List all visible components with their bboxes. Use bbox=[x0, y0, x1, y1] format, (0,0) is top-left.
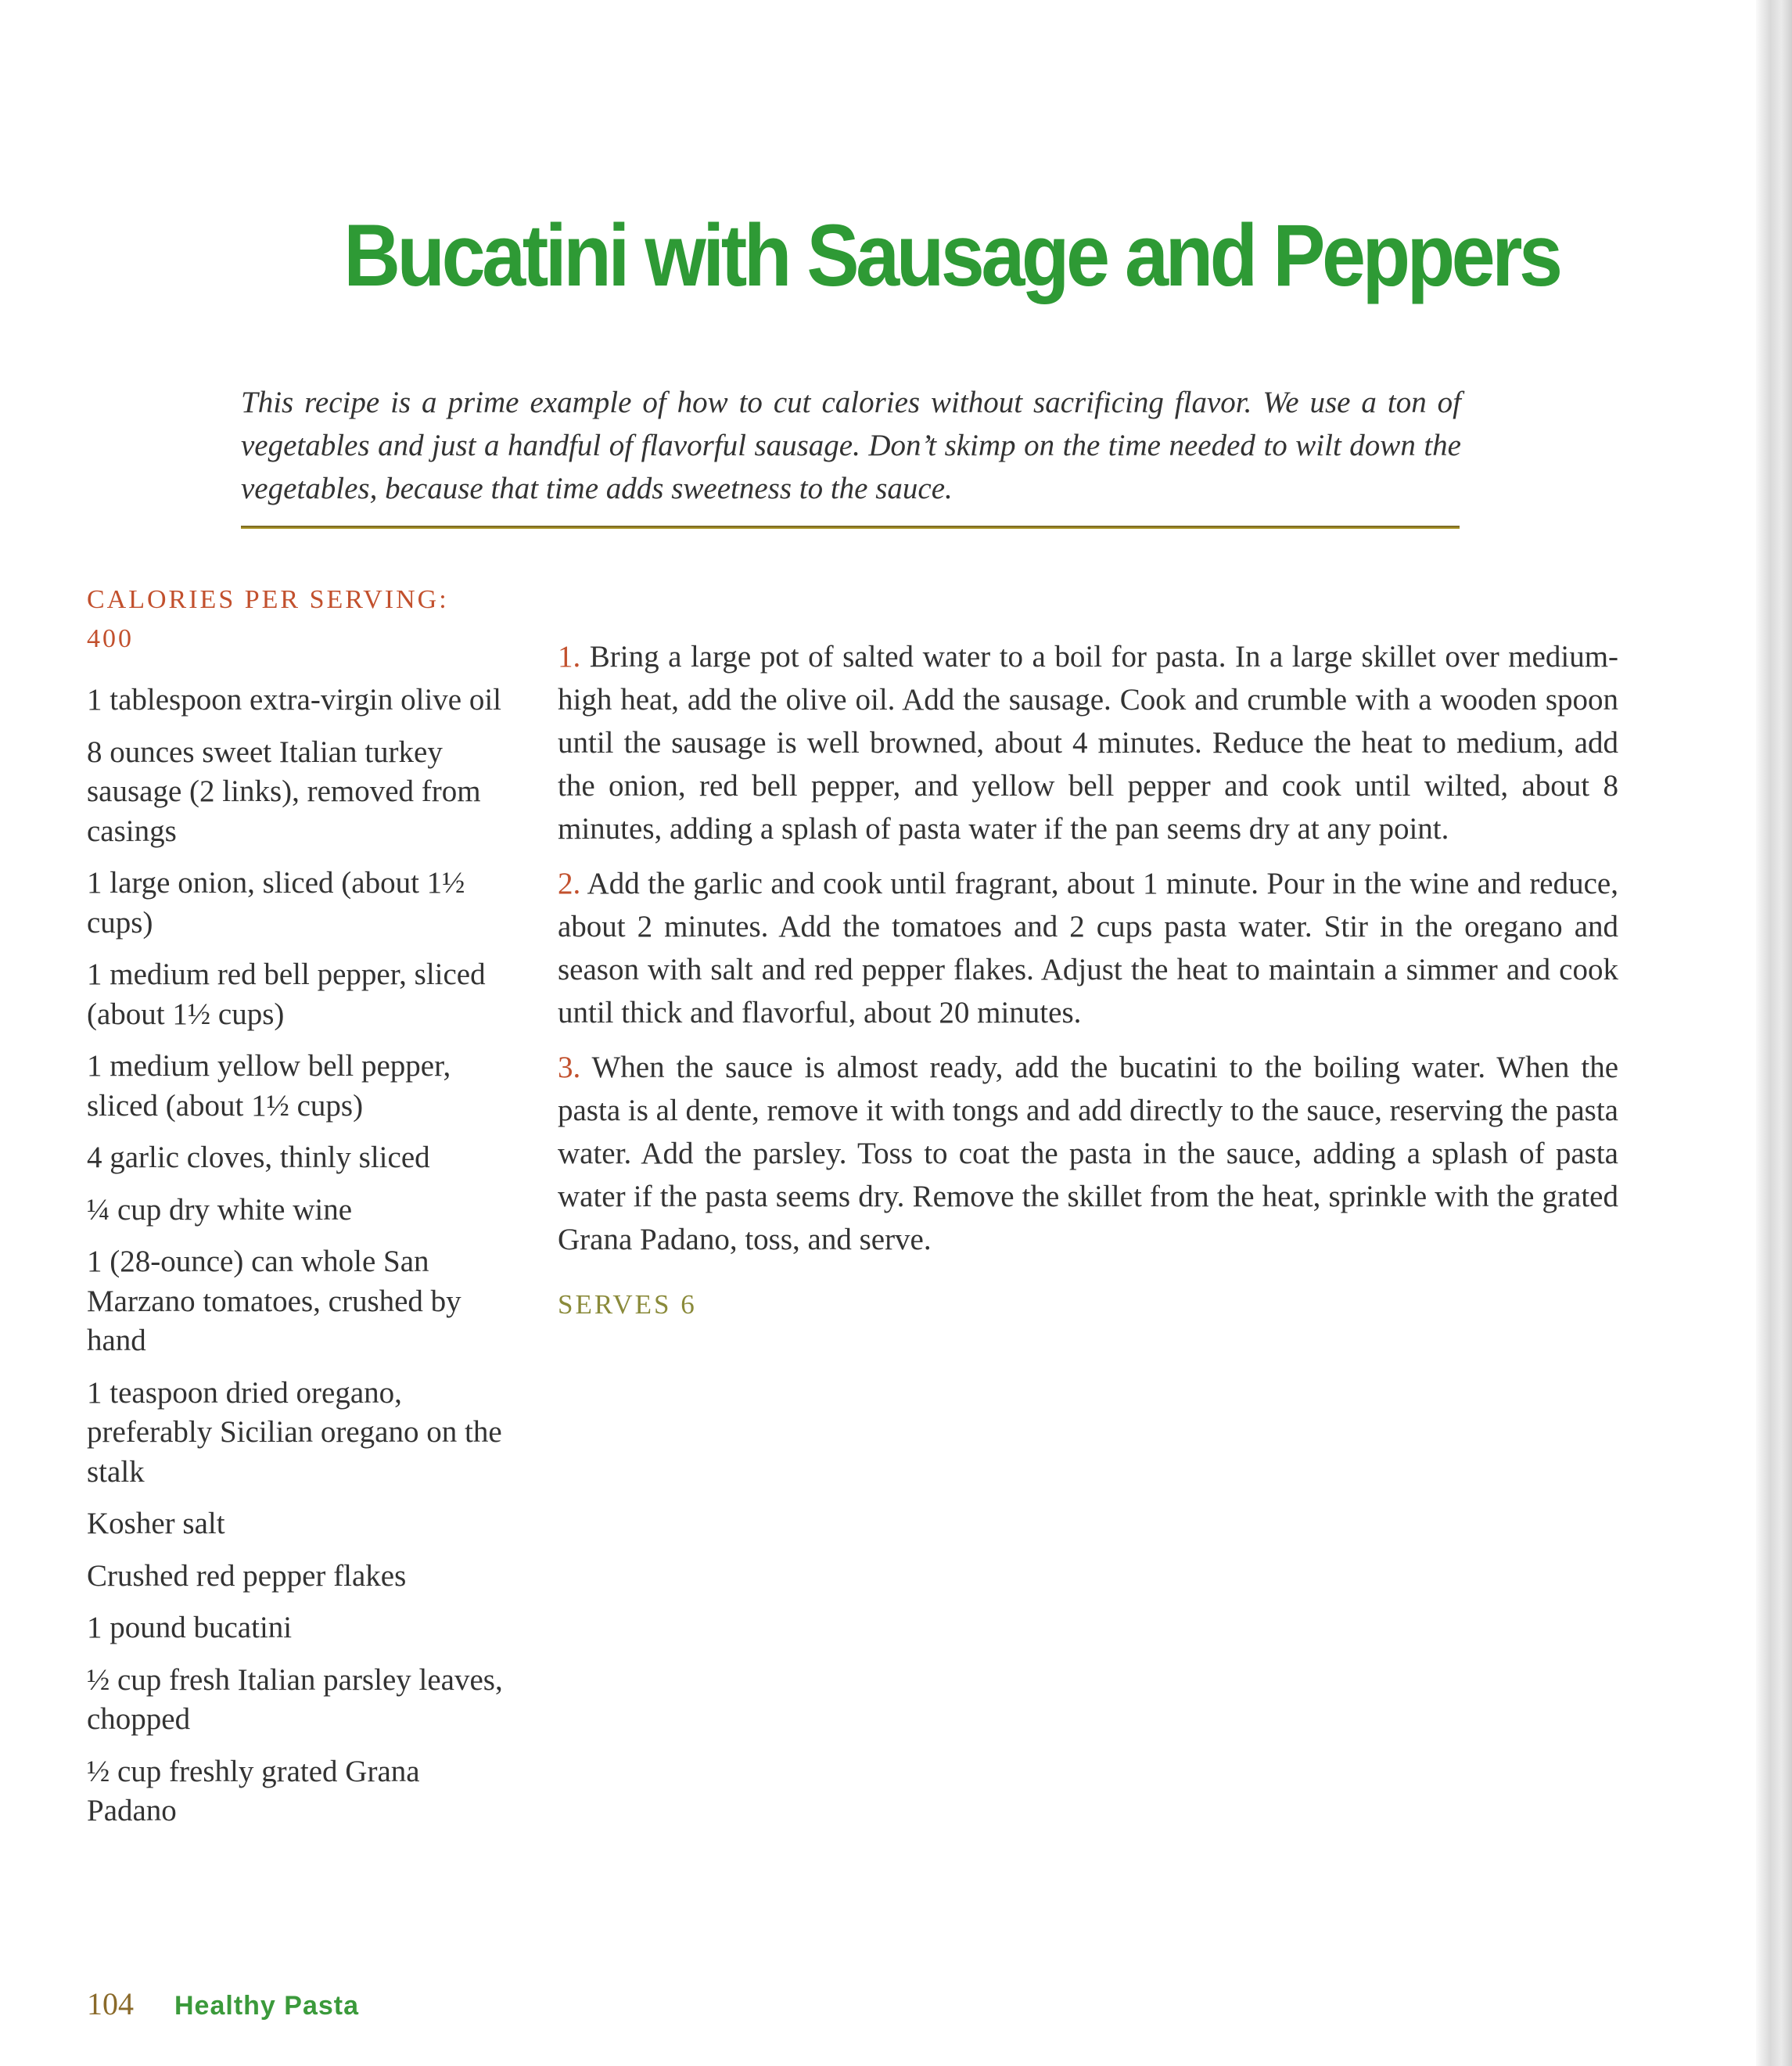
ingredient-item: 1 teaspoon dried oregano, preferably Sicilian oregano on the stalk bbox=[87, 1375, 502, 1489]
step-number: 1. bbox=[558, 640, 581, 674]
section-name: Healthy Pasta bbox=[174, 1991, 359, 2021]
divider-rule bbox=[241, 526, 1460, 529]
step-text: Add the garlic and cook until fragrant, about 1 minute. Pour in the wine and reduce, about 2 minutes. Add the tomatoes and 2 cups pasta water. Stir in the oregano and season with salt and red pepper flakes. Adjust the heat to maintain a simmer and cook until thick and flavorful, about 20 minutes. bbox=[558, 867, 1618, 1029]
method-steps bbox=[558, 635, 1618, 1326]
step-number: 2. bbox=[558, 867, 581, 900]
calories-label: CALORIES PER SERVING: bbox=[87, 585, 449, 614]
ingredient-item: Crushed red pepper flakes bbox=[87, 1558, 407, 1593]
page-gutter-shadow bbox=[1756, 0, 1792, 2066]
page-number: 104 bbox=[87, 1986, 134, 2021]
ingredient-item: ½ cup freshly grated Grana Padano bbox=[87, 1754, 420, 1827]
ingredient-item: ½ cup fresh Italian parsley leaves, chopped bbox=[87, 1662, 503, 1736]
ingredient-item: 8 ounces sweet Italian turkey sausage (2 links), removed from casings bbox=[87, 735, 481, 848]
recipe-title: Bucatini with Sausage and Peppers bbox=[343, 207, 1560, 304]
calories-block bbox=[87, 580, 449, 659]
ingredient-list bbox=[87, 681, 509, 1844]
step-1 bbox=[558, 635, 1618, 850]
page-footer bbox=[87, 1985, 359, 2022]
step-text: When the sauce is almost ready, add the bucatini to the boiling water. When the pasta is al dente, remove it with tongs and add directly to the sauce, reserving the pasta water. Add the parsley. Toss to coat the pasta in the sauce, adding a splash of pasta water if the pasta seems dry. Remove the skillet from the heat, sprinkle with the grated Grana Padano, toss, and serve. bbox=[558, 1051, 1619, 1256]
ingredient-item: 1 medium yellow bell pepper, sliced (about 1½ cups) bbox=[87, 1049, 451, 1123]
step-number: 3. bbox=[558, 1051, 581, 1084]
step-text: Bring a large pot of salted water to a boil for pasta. In a large skillet over medium-high heat, add the olive oil. Add the sausage. Cook and crumble with a wooden spoon until the sausage is well browned, about 4 minutes. Reduce the heat to medium, add the onion, red bell pepper, and yellow bell pepper and cook until wilted, about 8 minutes, adding a splash of pasta water if the pan seems dry at any point. bbox=[558, 640, 1619, 846]
ingredient-item: 1 tablespoon extra-virgin olive oil bbox=[87, 683, 502, 717]
calories-value: 400 bbox=[87, 624, 134, 653]
serves-label: SERVES 6 bbox=[558, 1289, 697, 1320]
ingredient-item: Kosher salt bbox=[87, 1507, 225, 1540]
ingredient-item: 1 large onion, sliced (about 1½ cups) bbox=[87, 866, 465, 940]
ingredient-item: 1 medium red bell pepper, sliced (about 1½ cups) bbox=[87, 958, 486, 1031]
recipe-intro: This recipe is a prime example of how to cut calories without sacrificing flavor. We use a ton of vegetables and just a handful of flavorful sausage. Don’t skimp on the time needed to wilt down the vegetables, because that time adds sweetness to the sauce. bbox=[241, 386, 1461, 505]
step-3 bbox=[558, 1046, 1618, 1261]
ingredient-item: 1 pound bucatini bbox=[87, 1611, 293, 1644]
ingredient-item: 1 (28-ounce) can whole San Marzano tomatoes, crushed by hand bbox=[87, 1245, 461, 1357]
ingredient-item: ¼ cup dry white wine bbox=[87, 1192, 353, 1227]
ingredient-item: 4 garlic cloves, thinly sliced bbox=[87, 1141, 430, 1174]
step-2 bbox=[558, 862, 1618, 1034]
